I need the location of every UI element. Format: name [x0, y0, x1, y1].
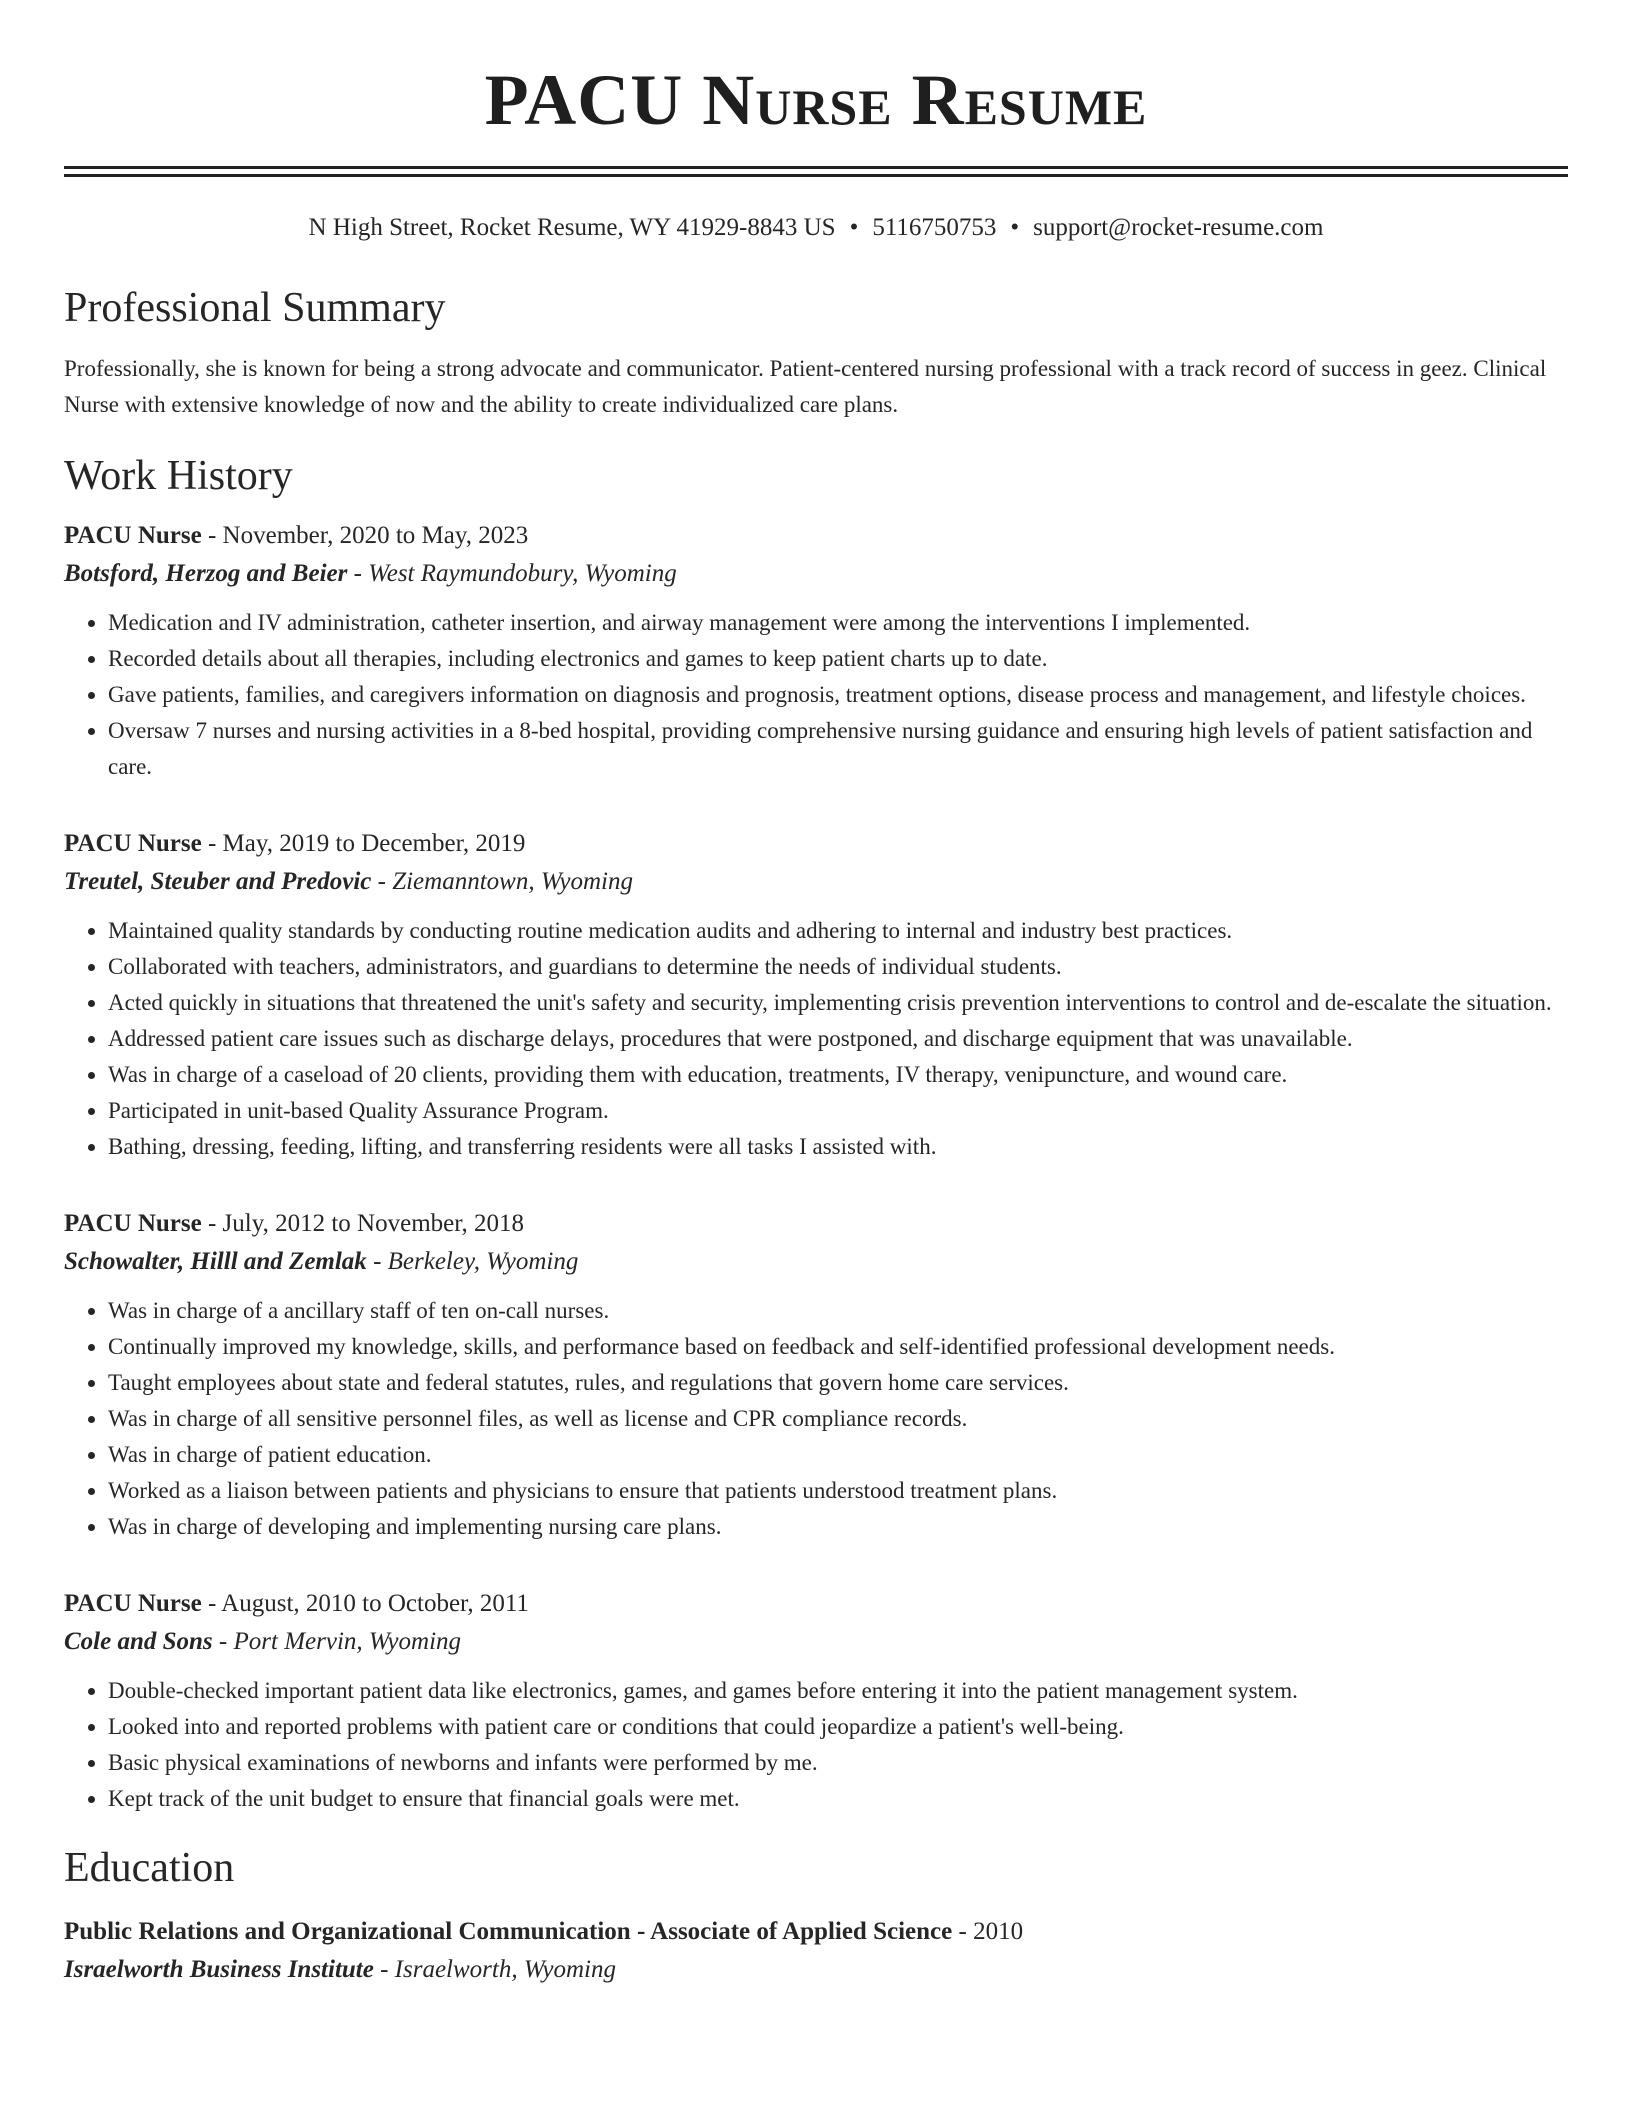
job-bullet: • Worked as a liaison between patients and physicians to ensure that patients understood treatment plans. — [108, 1473, 1568, 1509]
school-header: Israelworth Business Institute - Israelworth, Wyoming — [64, 1956, 616, 1983]
job-dates: August, 2010 to October, 2011 — [221, 1590, 529, 1617]
job-dates: May, 2019 to December, 2019 — [222, 830, 526, 857]
job-bullet: • Was in charge of a ancillary staff of ten on-call nurses. — [108, 1293, 1568, 1329]
job-bullet: • Basic physical examinations of newborns and infants were performed by me. — [108, 1745, 1568, 1781]
job-header: PACU Nurse - May, 2019 to December, 2019 — [64, 830, 526, 857]
job-bullets — [64, 605, 1568, 785]
company-name: Schowalter, Hilll and Zemlak — [64, 1248, 367, 1275]
job-bullet: • Was in charge of developing and implementing nursing care plans. — [108, 1509, 1568, 1545]
job-entry — [64, 517, 1568, 785]
summary-text: Professionally, she is known for being a strong advocate and communicator. Patient-centered nursing professional with a track record of success in geez. Clinical Nurse with extensive knowledge of now and the ability to create individualized care plans. — [64, 356, 1547, 417]
job-bullet: • Collaborated with teachers, administrators, and guardians to determine the needs of individual students. — [108, 949, 1568, 985]
job-bullet: • Maintained quality standards by conducting routine medication audits and adhering to internal and industry best practices. — [108, 913, 1568, 949]
education-entry — [64, 1913, 1568, 1989]
job-dates: July, 2012 to November, 2018 — [222, 1210, 525, 1237]
job-entry — [64, 1205, 1568, 1545]
job-title: PACU Nurse — [64, 1210, 202, 1237]
job-bullet: • Double-checked important patient data like electronics, games, and games before entering it into the patient management system. — [108, 1673, 1568, 1709]
job-title: PACU Nurse — [64, 830, 202, 857]
company-name: Treutel, Steuber and Predovic — [64, 868, 372, 895]
contact-separator: • — [849, 214, 859, 241]
contact-email: support@rocket-resume.com — [1033, 214, 1324, 241]
job-header: PACU Nurse - July, 2012 to November, 2018 — [64, 1210, 525, 1237]
education-list — [64, 1913, 1568, 1989]
job-bullets — [64, 913, 1568, 1165]
contact-phone: 5116750753 — [872, 214, 997, 241]
job-title: PACU Nurse — [64, 522, 202, 549]
job-bullet: • Continually improved my knowledge, skills, and performance based on feedback and self-identified professional development needs. — [108, 1329, 1568, 1365]
contact-line — [64, 213, 1568, 243]
company-name: Botsford, Herzog and Beier — [64, 560, 348, 587]
resume-title: PACU Nurse Resume — [484, 60, 1148, 140]
education-heading: Education — [64, 1845, 235, 1891]
job-bullet: • Oversaw 7 nurses and nursing activities in a 8-bed hospital, providing comprehensive nursing guidance and ensuring high levels of patient satisfaction and care. — [108, 713, 1568, 785]
job-list — [64, 517, 1568, 1817]
school-name: Israelworth Business Institute — [64, 1956, 374, 1983]
job-bullet: • Was in charge of patient education. — [108, 1437, 1568, 1473]
contact-address: N High Street, Rocket Resume, WY 41929-8843 US — [308, 214, 836, 241]
job-entry — [64, 825, 1568, 1165]
work-history-heading: Work History — [64, 453, 293, 499]
company-location: Berkeley, Wyoming — [387, 1248, 579, 1275]
job-bullet: • Bathing, dressing, feeding, lifting, and transferring residents were all tasks I assisted with. — [108, 1129, 1568, 1165]
job-bullet: • Gave patients, families, and caregivers information on diagnosis and prognosis, treatment options, disease process and management, and lifestyle choices. — [108, 677, 1568, 713]
company-location: West Raymundobury, Wyoming — [368, 560, 677, 587]
company-location: Port Mervin, Wyoming — [233, 1628, 462, 1655]
company-header: Treutel, Steuber and Predovic - Ziemanntown, Wyoming — [64, 868, 633, 895]
job-entry — [64, 1585, 1568, 1817]
job-bullet: • Was in charge of a caseload of 20 clients, providing them with education, treatments, IV therapy, venipuncture, and wound care. — [108, 1057, 1568, 1093]
company-header: Cole and Sons - Port Mervin, Wyoming — [64, 1628, 462, 1655]
job-bullets — [64, 1293, 1568, 1545]
job-bullet: • Participated in unit-based Quality Assurance Program. — [108, 1093, 1568, 1129]
degree-year: 2010 — [973, 1918, 1024, 1945]
job-bullet: • Addressed patient care issues such as discharge delays, procedures that were postponed, and discharge equipment that was unavailable. — [108, 1021, 1568, 1057]
resume-page — [64, 0, 1568, 1989]
job-bullet: • Was in charge of all sensitive personnel files, as well as license and CPR compliance records. — [108, 1401, 1568, 1437]
company-location: Ziemanntown, Wyoming — [392, 868, 633, 895]
job-dates: November, 2020 to May, 2023 — [222, 522, 529, 549]
degree-header: Public Relations and Organizational Communication - Associate of Applied Science - 2010 — [64, 1918, 1024, 1945]
job-bullet: • Looked into and reported problems with patient care or conditions that could jeopardize a patient's well-being. — [108, 1709, 1568, 1745]
degree-name: Public Relations and Organizational Communication - Associate of Applied Science — [64, 1918, 953, 1945]
job-bullet: • Recorded details about all therapies, including electronics and games to keep patient charts up to date. — [108, 641, 1568, 677]
company-header: Botsford, Herzog and Beier - West Raymundobury, Wyoming — [64, 560, 677, 587]
job-bullet: • Acted quickly in situations that threatened the unit's safety and security, implementing crisis prevention interventions to control and de-escalate the situation. — [108, 985, 1568, 1021]
job-bullet: • Medication and IV administration, catheter insertion, and airway management were among the interventions I implemented. — [108, 605, 1568, 641]
job-bullets — [64, 1673, 1568, 1817]
job-bullet: • Kept track of the unit budget to ensure that financial goals were met. — [108, 1781, 1568, 1817]
job-bullet: • Taught employees about state and federal statutes, rules, and regulations that govern home care services. — [108, 1365, 1568, 1401]
job-header: PACU Nurse - August, 2010 to October, 2011 — [64, 1590, 529, 1617]
company-header: Schowalter, Hilll and Zemlak - Berkeley, Wyoming — [64, 1248, 579, 1275]
school-location: Israelworth, Wyoming — [394, 1956, 616, 1983]
job-header: PACU Nurse - November, 2020 to May, 2023 — [64, 522, 529, 549]
title-divider — [64, 166, 1568, 177]
summary-heading: Professional Summary — [64, 285, 446, 331]
job-title: PACU Nurse — [64, 1590, 202, 1617]
company-name: Cole and Sons — [64, 1628, 213, 1655]
contact-separator: • — [1010, 214, 1020, 241]
